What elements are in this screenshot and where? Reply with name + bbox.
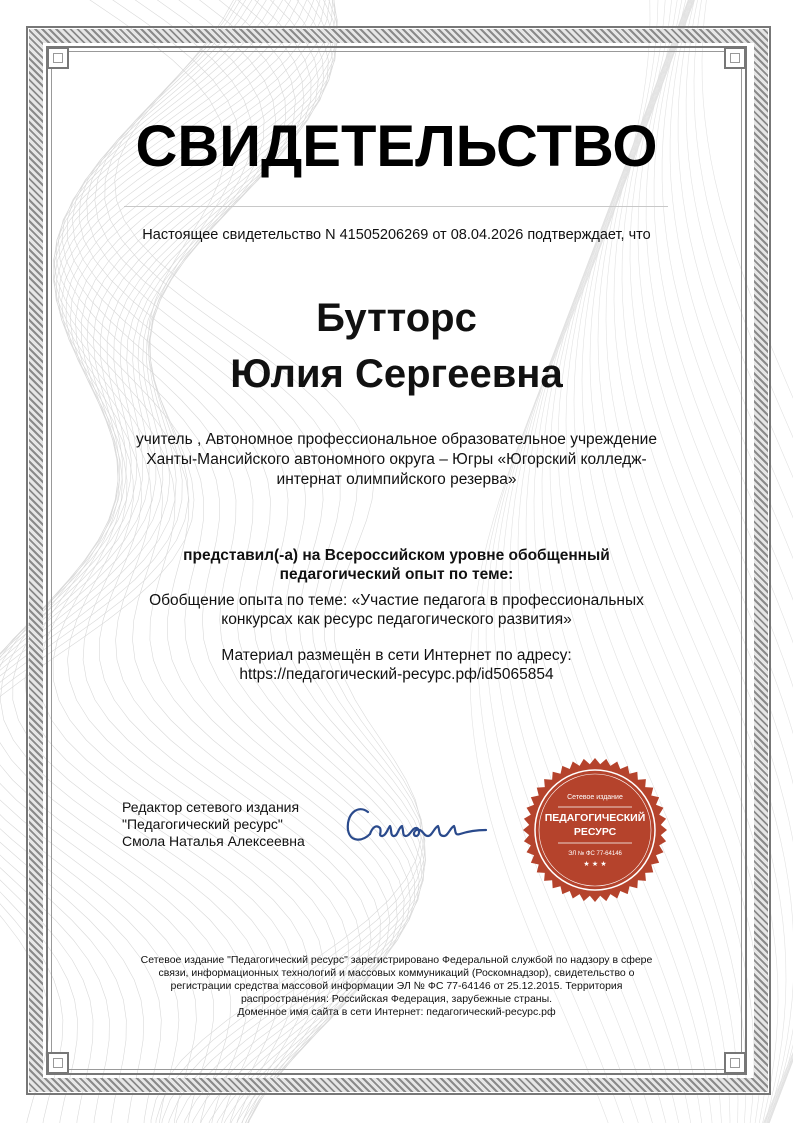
- footer-line: регистрации средства массовой информации ЭЛ № ФС 77-64146 от 25.12.2015. Территория: [170, 980, 623, 992]
- seal-stars: ★ ★ ★: [583, 860, 607, 868]
- seal-registration: ЭЛ № ФС 77-64146: [568, 851, 622, 857]
- title-divider: [124, 206, 668, 207]
- frame-corner: [47, 1052, 69, 1074]
- presented-statement: [150, 546, 643, 584]
- material-label: Материал размещён в сети Интернет по адресу:: [221, 647, 572, 664]
- material-location: [110, 646, 683, 684]
- frame-corner: [724, 1052, 746, 1074]
- seal-title-line1: ПЕДАГОГИЧЕСКИЙ: [544, 812, 646, 824]
- recipient-given-names: Юлия Сергеевна: [230, 352, 563, 396]
- organization-line: учитель , Автономное профессиональное образовательное учреждение: [136, 431, 657, 448]
- certificate-title: СВИДЕТЕЛЬСТВО: [135, 114, 658, 179]
- organization-line: Ханты-Мансийского автономного округа – Югры «Югорский колледж-: [146, 451, 647, 468]
- topic-line: Обобщение опыта по теме: «Участие педагога в профессиональных: [149, 592, 644, 609]
- material-url: https://педагогический-ресурс.рф/id5065854: [239, 666, 554, 683]
- frame-corner: [724, 47, 746, 69]
- seal-title-line2: РЕСУРС: [573, 826, 617, 838]
- footer-line: Сетевое издание "Педагогический ресурс" зарегистрировано Федеральной службой по надзору в сфере: [140, 954, 653, 966]
- frame-corner: [47, 47, 69, 69]
- editor-signature: [340, 790, 500, 860]
- presented-line: педагогический опыт по теме:: [279, 566, 514, 583]
- footer-line: распространения: Российская Федерация, зарубежные страны.: [240, 993, 553, 1005]
- recipient-organization: [110, 430, 683, 490]
- editor-line: "Педагогический ресурс": [122, 816, 283, 832]
- editor-line: Смола Наталья Алексеевна: [122, 833, 305, 849]
- seal-top-text: Сетевое издание: [567, 794, 623, 801]
- recipient-surname: Бутторс: [316, 296, 477, 340]
- publisher-seal: [520, 755, 670, 905]
- topic-line: конкурсах как ресурс педагогического развития»: [221, 611, 572, 628]
- organization-line: интернат олимпийского резерва»: [276, 471, 517, 488]
- editor-line: Редактор сетевого издания: [122, 799, 300, 815]
- topic-text: [110, 591, 683, 629]
- presented-line: представил(-а) на Всероссийском уровне обобщенный: [183, 547, 610, 564]
- footer-line: Доменное имя сайта в сети Интернет: педагогический-ресурс.рф: [237, 1006, 556, 1018]
- footer-legal-text: [120, 954, 673, 1019]
- editor-block: [122, 799, 305, 850]
- certificate-number-line: Настоящее свидетельство N 41505206269 от 08.04.2026 подтверждает, что: [142, 227, 651, 243]
- footer-line: связи, информационных технологий и массовых коммуникаций (Роскомнадзор), свидетельство о: [158, 967, 635, 979]
